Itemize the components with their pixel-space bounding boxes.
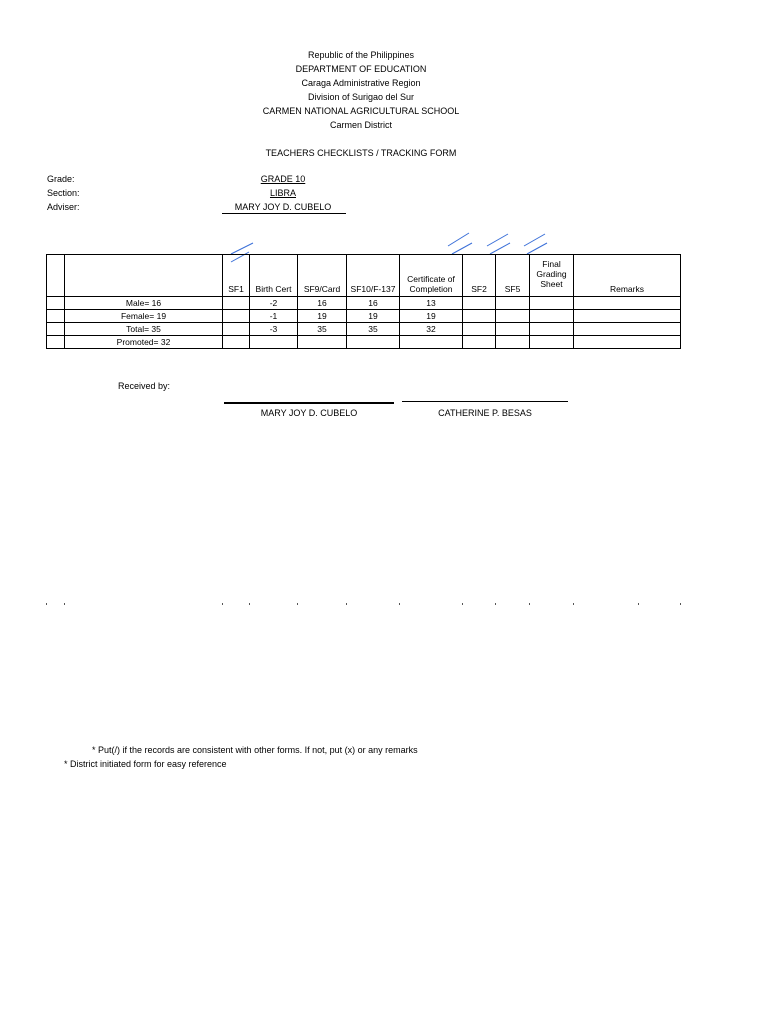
grade-label: Grade: — [47, 174, 75, 184]
table-cell: 16 — [298, 297, 347, 310]
adviser-label: Adviser: — [47, 202, 80, 212]
header-school: CARMEN NATIONAL AGRICULTURAL SCHOOL — [262, 106, 460, 116]
table-cell: 35 — [298, 323, 347, 336]
table-cell-label: Female= 19 — [65, 310, 223, 323]
tick-mark — [495, 603, 496, 605]
table-row — [47, 310, 681, 323]
table-cell — [463, 323, 496, 336]
header-department: DEPARTMENT OF EDUCATION — [295, 64, 427, 74]
table-cell — [530, 323, 574, 336]
signatory-name-2: CATHERINE P. BESAS — [438, 408, 532, 418]
table-cell — [496, 323, 530, 336]
section-value: LIBRA — [269, 188, 296, 198]
header-sf9-card: SF9/Card — [298, 255, 347, 297]
received-by-label: Received by: — [118, 381, 171, 391]
table-cell: -3 — [250, 323, 298, 336]
table-cell — [496, 297, 530, 310]
table-cell — [463, 310, 496, 323]
table-cell — [47, 297, 65, 310]
document-header — [0, 48, 722, 132]
reference-note: * District initiated form for easy reference — [64, 759, 227, 769]
check-marks — [0, 0, 768, 270]
adviser-value: MARY JOY D. CUBELO — [234, 202, 332, 212]
tick-mark — [346, 603, 347, 605]
table-cell — [223, 323, 250, 336]
header-final-grading: Final Grading Sheet — [530, 255, 574, 297]
table-cell: 19 — [347, 310, 400, 323]
adviser-underline — [222, 213, 346, 214]
table-cell — [530, 297, 574, 310]
table-cell — [463, 297, 496, 310]
header-remarks: Remarks — [574, 255, 681, 297]
tick-mark — [399, 603, 400, 605]
check-mark-cert-2 — [452, 243, 472, 254]
tick-mark — [529, 603, 530, 605]
table-row — [47, 297, 681, 310]
signature-line-2 — [402, 401, 568, 402]
header-cell — [65, 255, 223, 297]
tick-mark — [297, 603, 298, 605]
table-header-row — [47, 255, 681, 297]
table-cell: 19 — [400, 310, 463, 323]
table-cell — [530, 336, 574, 349]
header-sf2: SF2 — [463, 255, 496, 297]
header-republic: Republic of the Philippines — [307, 50, 415, 60]
table-cell: 32 — [400, 323, 463, 336]
tracking-table — [46, 254, 681, 349]
table-cell — [400, 336, 463, 349]
table-cell — [223, 310, 250, 323]
header-sf1: SF1 — [223, 255, 250, 297]
table-cell: -2 — [250, 297, 298, 310]
tick-mark — [573, 603, 574, 605]
table-cell — [47, 336, 65, 349]
table-cell: 19 — [298, 310, 347, 323]
table-cell: 35 — [347, 323, 400, 336]
table-cell — [496, 336, 530, 349]
table-cell — [47, 310, 65, 323]
table-cell — [47, 323, 65, 336]
tick-mark — [680, 603, 681, 605]
header-division: Division of Surigao del Sur — [307, 92, 415, 102]
tick-mark — [638, 603, 639, 605]
check-mark-sf5-1 — [524, 234, 545, 246]
signature-line-1 — [224, 402, 394, 404]
header-district: Carmen District — [329, 120, 392, 130]
signatory-name-1: MARY JOY D. CUBELO — [260, 408, 358, 418]
table-cell — [496, 310, 530, 323]
table-cell: 16 — [347, 297, 400, 310]
table-cell — [574, 336, 681, 349]
header-sf10: SF10/F-137 — [347, 255, 400, 297]
check-mark-sf1-1 — [231, 243, 253, 254]
section-label: Section: — [47, 188, 80, 198]
table-cell — [463, 336, 496, 349]
table-cell — [298, 336, 347, 349]
tick-mark — [222, 603, 223, 605]
table-row — [47, 323, 681, 336]
table-cell — [347, 336, 400, 349]
check-mark-sf5-2 — [527, 243, 547, 254]
tick-mark — [249, 603, 250, 605]
check-mark-sf2-1 — [487, 234, 508, 246]
header-sf5: SF5 — [496, 255, 530, 297]
table-cell-label: Promoted= 32 — [65, 336, 223, 349]
instruction-note: * Put(/) if the records are consistent with other forms. If not, put (x) or any remarks — [92, 745, 418, 755]
table-cell — [250, 336, 298, 349]
tick-mark — [46, 603, 47, 605]
header-cell — [47, 255, 65, 297]
tick-mark — [462, 603, 463, 605]
table-cell — [574, 310, 681, 323]
table-cell: -1 — [250, 310, 298, 323]
table-cell — [574, 297, 681, 310]
check-mark-sf2-2 — [490, 243, 510, 254]
table-cell: 13 — [400, 297, 463, 310]
tick-mark — [64, 603, 65, 605]
table-cell — [574, 323, 681, 336]
form-title: TEACHERS CHECKLISTS / TRACKING FORM — [265, 148, 457, 158]
table-cell — [223, 297, 250, 310]
table-cell — [530, 310, 574, 323]
header-certificate: Certificate of Completion — [400, 255, 463, 297]
table-cell-label: Male= 16 — [65, 297, 223, 310]
table-row — [47, 336, 681, 349]
page-break-markers — [0, 603, 768, 609]
grade-value: GRADE 10 — [260, 174, 306, 184]
table-cell-label: Total= 35 — [65, 323, 223, 336]
header-region: Caraga Administrative Region — [301, 78, 421, 88]
header-birth-cert: Birth Cert — [250, 255, 298, 297]
table-cell — [223, 336, 250, 349]
check-mark-cert-1 — [448, 233, 469, 246]
